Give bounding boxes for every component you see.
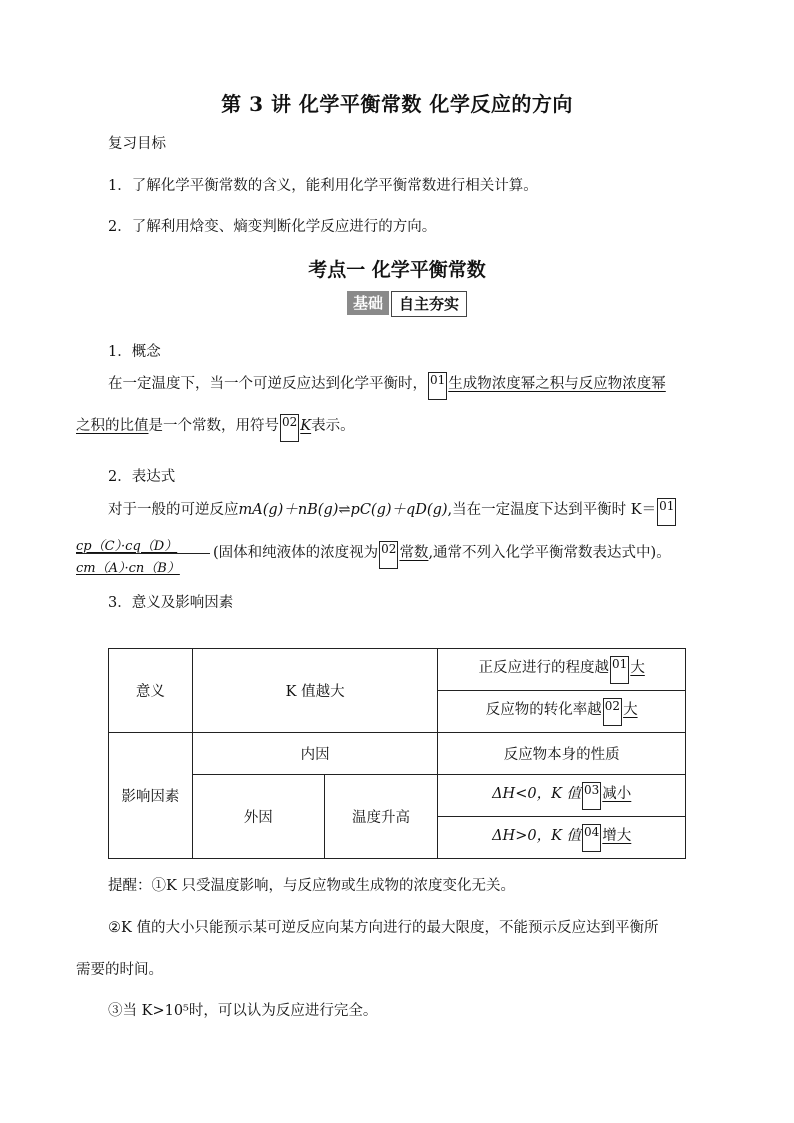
meaning-heading: 3．意义及影响因素 (108, 595, 234, 611)
page-title: 第 3 讲 化学平衡常数 化学反应的方向 (221, 92, 573, 116)
cell-exothermic (438, 775, 686, 817)
cell-text: ΔH<0，K 值 (492, 785, 582, 802)
cell-text: 反应物的转化率越 (485, 701, 602, 718)
review-item-2: 2．了解利用焓变、熵变判断化学反应进行的方向。 (108, 219, 437, 235)
badge-basic: 基础 (347, 291, 389, 315)
concept-answer-02: K (300, 418, 312, 434)
concept-line-1 (108, 372, 666, 400)
cell-k-larger: K 值越大 (192, 649, 438, 733)
review-item-1: 1．了解化学平衡常数的含义，能利用化学平衡常数进行相关计算。 (108, 178, 538, 194)
concept-text: 在一定温度下，当一个可逆反应达到化学平衡时， (108, 376, 427, 392)
equilibrium-constant-table (108, 648, 686, 859)
cell-text: 正反应进行的程度越 (478, 659, 610, 676)
section-badge (347, 291, 467, 317)
cell-conversion-rate (438, 691, 686, 733)
expression-line-2 (213, 541, 671, 569)
expression-text-2: ,当在一定温度下达到平衡时 K＝ (447, 502, 657, 518)
reaction-equation: mA(g)＋nB(g)⇌pC(g)＋qD(g) (238, 502, 448, 518)
answer-marker-02: 02 (280, 414, 299, 442)
concept-answer-01-cont: 之积的比值 (76, 418, 149, 434)
expression-text-4: ,通常不列入化学平衡常数表达式中)。 (428, 545, 671, 561)
fraction-bar (76, 553, 210, 554)
tip-1: 提醒：①K 只受温度影响，与反应物或生成物的浓度变化无关。 (108, 878, 515, 894)
badge-self-study: 自主夯实 (391, 291, 467, 317)
cell-forward-extent (438, 649, 686, 691)
tip-3: ③当 K>10⁵时，可以认为反应进行完全。 (108, 1003, 378, 1019)
cell-internal-desc: 反应物本身的性质 (438, 733, 686, 775)
cell-external: 外因 (192, 775, 324, 859)
fraction-numerator: cp（C）·cq（D） (76, 539, 178, 554)
cell-answer-02: 大 (623, 701, 638, 718)
concept-text-3: 表示。 (311, 418, 355, 434)
answer-marker-02: 02 (379, 541, 398, 569)
expression-text-3: (固体和纯液体的浓度视为 (213, 545, 379, 561)
concept-answer-01: 生成物浓度幂之积与反应物浓度幂 (448, 376, 666, 392)
concept-heading: 1．概念 (108, 344, 161, 360)
cell-answer-04: 增大 (602, 827, 632, 844)
cell-answer-01: 大 (630, 659, 645, 676)
expression-line-1 (108, 498, 677, 526)
cell-text: ΔH>0，K 值 (492, 827, 582, 844)
answer-marker-01: 01 (610, 656, 629, 684)
tip-2: ②K 值的大小只能预示某可逆反应向某方向进行的最大限度，不能预示反应达到平衡所 (108, 920, 659, 936)
cell-internal: 内因 (192, 733, 438, 775)
concept-text-2: 是一个常数，用符号 (148, 418, 279, 434)
cell-factors: 影响因素 (109, 733, 193, 859)
answer-marker-01: 01 (657, 498, 676, 526)
concept-line-2 (76, 414, 355, 442)
cell-answer-03: 减小 (602, 785, 632, 802)
answer-marker-03: 03 (582, 782, 601, 810)
answer-marker-01: 01 (428, 372, 447, 400)
tip-2-cont: 需要的时间。 (76, 962, 163, 978)
cell-endothermic (438, 817, 686, 859)
cell-temp-rise: 温度升高 (324, 775, 438, 859)
answer-marker-02: 02 (603, 698, 622, 726)
section-title: 考点一 化学平衡常数 (308, 259, 486, 281)
expression-heading: 2．表达式 (108, 469, 176, 485)
expression-answer-02: 常数 (399, 545, 429, 561)
answer-marker-04: 04 (582, 824, 601, 852)
cell-meaning: 意义 (109, 649, 193, 733)
expression-text: 对于一般的可逆反应 (108, 502, 239, 518)
fraction-denominator: cm（A）·cn（B） (76, 561, 180, 576)
review-heading: 复习目标 (108, 136, 166, 152)
